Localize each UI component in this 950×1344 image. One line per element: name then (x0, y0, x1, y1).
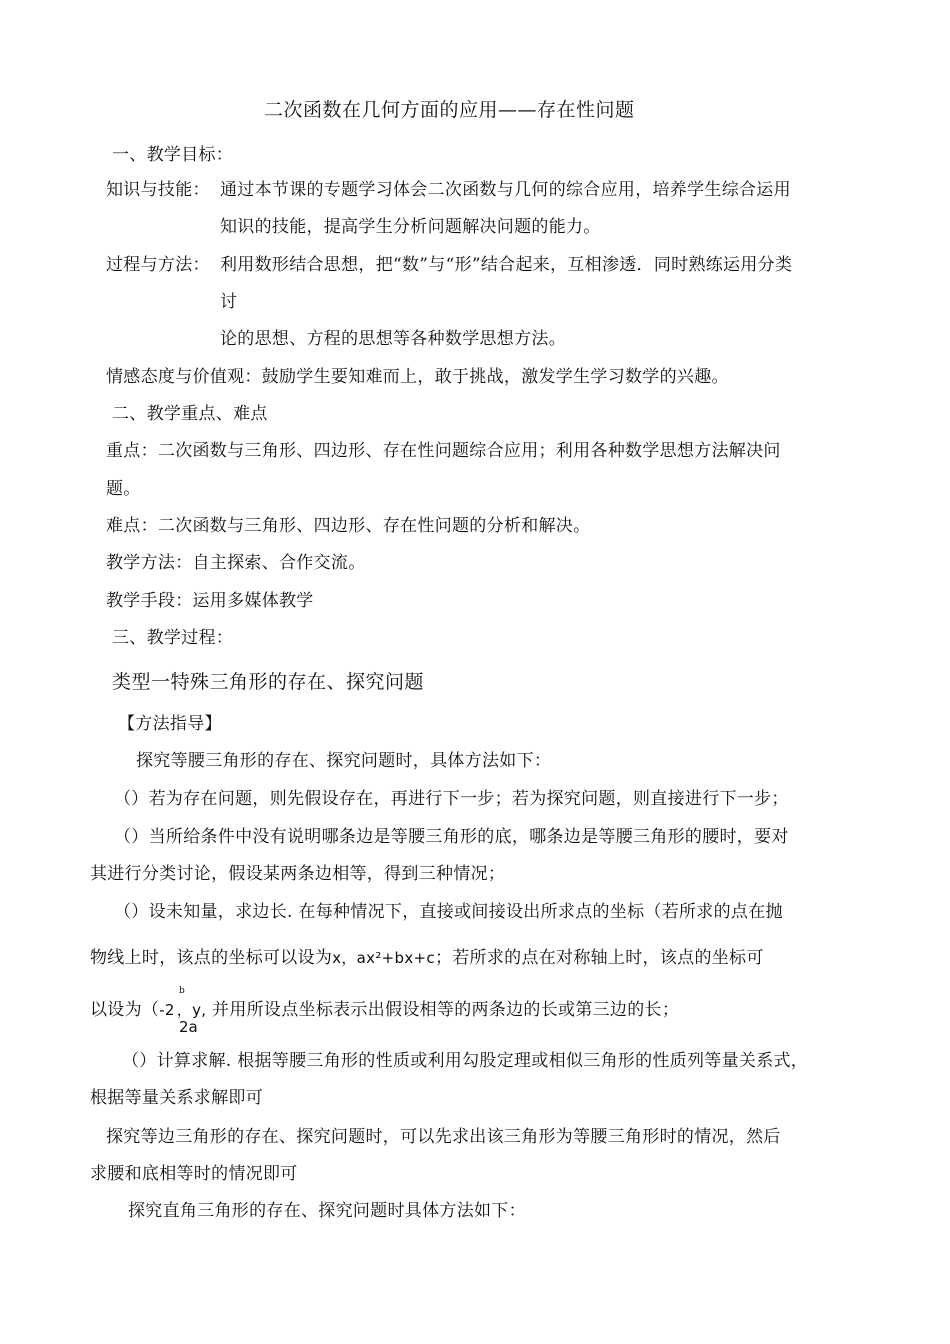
method-guide-heading: 【方法指导】 (118, 714, 222, 734)
knowledge-text: 通过本节课的专题学习体会二次函数与几何的综合应用，培养学生综合运用 (220, 180, 791, 200)
parabola-expression: x，ax²+bx+c (332, 949, 435, 967)
step-4-cont: 根据等量关系求解即可 (90, 1088, 263, 1108)
document-title: 二次函数在几何方面的应用——存在性问题 (264, 99, 635, 121)
type-heading: 类型一特殊三角形的存在、探究问题 (112, 671, 425, 693)
step-3-text-b: ；若所求的点在对称轴上时，该点的坐标可 (434, 948, 764, 968)
process-text-cont-2: 论的思想、方程的思想等各种数学思想方法。 (220, 329, 566, 349)
section-heading-process: 三、教学过程： (112, 628, 234, 648)
step-3-cont (90, 946, 764, 970)
axis-x-value: -2 (159, 1001, 175, 1019)
process-text-cont: 讨 (220, 292, 238, 312)
step-2: （）当所给条件中没有说明哪条边是等腰三角形的底，哪条边是等腰三角形的腰时，要对 (114, 827, 789, 847)
teaching-means-line: 教学手段：运用多媒体教学 (106, 591, 314, 611)
step-4: （）计算求解. 根据等腰三角形的性质或利用勾股定理或相似三角形的性质列等量关系式， (122, 1051, 809, 1071)
fraction-denominator: 2a (179, 1018, 198, 1036)
emotion-line: 情感态度与价值观：鼓励学生要知难而上，敢于挑战，激发学生学习数学的兴趣。 (106, 367, 729, 387)
key-point-line-cont: 题。 (106, 479, 141, 499)
step-3-text-a: 物线上时，该点的坐标可以设为 (90, 948, 333, 968)
step-3-text-c: 以设为（ (90, 1000, 160, 1020)
isosceles-intro: 探究等腰三角形的存在、探究问题时，具体方法如下： (136, 751, 552, 771)
difficulty-line: 难点：二次函数与三角形、四边形、存在性问题的分析和解决。 (106, 516, 591, 536)
process-label: 过程与方法： (106, 255, 210, 275)
section-heading-objectives: 一、教学目标： (112, 145, 234, 165)
key-point-line: 重点：二次函数与三角形、四边形、存在性问题综合应用；利用各种数学思想方法解决问 (106, 441, 781, 461)
process-text: 利用数形结合思想，把“数”与“形”结合起来，互相渗透．同时熟练运用分类 (220, 255, 793, 275)
section-heading-key-points: 二、教学重点、难点 (112, 404, 268, 424)
step-1: （）若为存在问题，则先假设存在，再进行下一步；若为探究问题，则直接进行下一步； (114, 789, 789, 809)
knowledge-label: 知识与技能： (106, 180, 210, 200)
step-3: （）设未知量，求边长. 在每种情况下，直接或间接设出所求点的坐标（若所求的点在抛 (114, 902, 783, 922)
step-2-cont: 其进行分类讨论，假设某两条边相等，得到三种情况； (90, 864, 506, 884)
equilateral-paragraph-cont: 求腰和底相等时的情况即可 (90, 1164, 298, 1184)
y-variable: ，y, (176, 1001, 207, 1019)
teaching-method-line: 教学方法：自主探索、合作交流。 (106, 553, 366, 573)
equilateral-paragraph: 探究等边三角形的存在、探究问题时，可以先求出该三角形为等腰三角形时的情况，然后 (106, 1127, 781, 1147)
knowledge-text-cont: 知识的技能，提高学生分析问题解决问题的能力。 (220, 217, 601, 237)
fraction-numerator: b (179, 986, 185, 996)
step-3-text-d: 并用所设点坐标表示出假设相等的两条边的长或第三边的长； (212, 1000, 680, 1020)
right-triangle-intro: 探究直角三角形的存在、探究问题时具体方法如下： (128, 1201, 526, 1221)
